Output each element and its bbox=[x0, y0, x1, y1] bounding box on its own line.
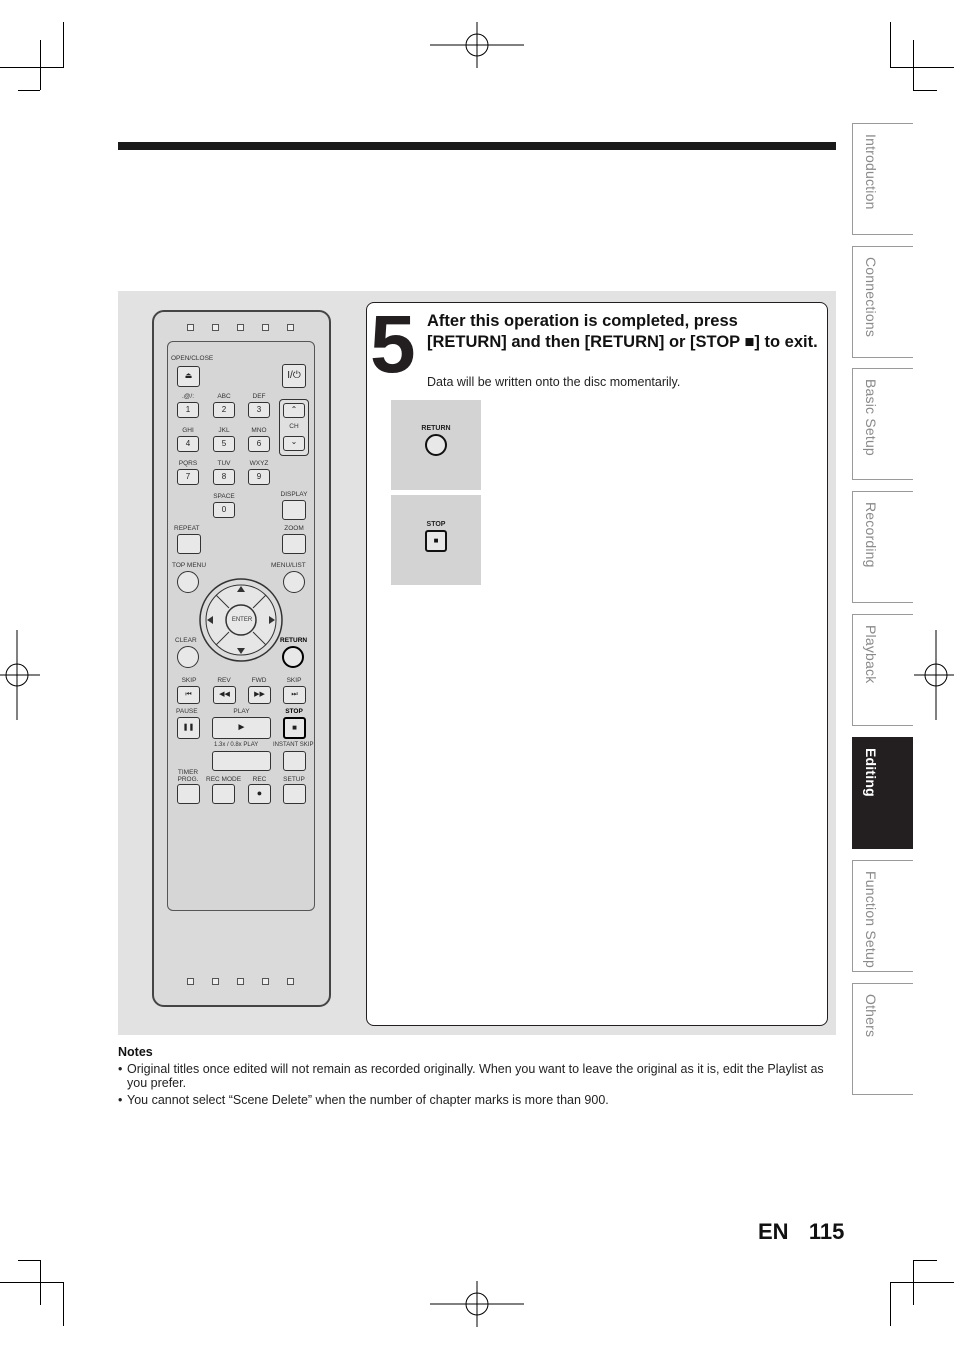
remote-indicator bbox=[237, 978, 244, 985]
page-number bbox=[758, 1219, 844, 1245]
key-label: JKL bbox=[218, 427, 230, 434]
stop-button-illustration bbox=[391, 495, 481, 585]
key-8: 8 bbox=[213, 469, 235, 485]
tab-label: Recording bbox=[863, 502, 879, 568]
key-5: 5 bbox=[213, 436, 235, 452]
key-6: 6 bbox=[248, 436, 270, 452]
tab-recording[interactable] bbox=[852, 491, 913, 603]
skip-back-label: SKIP bbox=[181, 677, 197, 684]
clear-label: CLEAR bbox=[175, 637, 197, 644]
key-1: 1 bbox=[177, 402, 199, 418]
stop-label: STOP bbox=[285, 708, 303, 715]
crop-mark bbox=[63, 1282, 64, 1326]
step-number: 5 bbox=[370, 299, 413, 390]
tab-editing[interactable] bbox=[852, 737, 913, 849]
key-4: 4 bbox=[177, 436, 199, 452]
top-menu-label: TOP MENU bbox=[172, 562, 207, 569]
rec-mode-label: REC MODE bbox=[206, 776, 242, 783]
zoom-button bbox=[282, 534, 306, 554]
bullet-icon: • bbox=[118, 1062, 123, 1076]
tab-introduction[interactable] bbox=[852, 123, 913, 235]
instant-skip-label: INSTANT SKIP bbox=[273, 742, 314, 748]
key-label: ABC bbox=[217, 393, 231, 400]
repeat-label: REPEAT bbox=[174, 525, 200, 532]
crop-mark bbox=[890, 67, 954, 68]
header-rule bbox=[118, 142, 836, 150]
page-lang: EN bbox=[758, 1219, 789, 1244]
crop-mark bbox=[890, 1282, 891, 1326]
registration-mark-bottom bbox=[430, 1281, 524, 1327]
note-item bbox=[118, 1093, 838, 1107]
key-label: DEF bbox=[252, 393, 266, 400]
record-icon: ● bbox=[248, 784, 271, 804]
play-label: PLAY bbox=[233, 708, 250, 715]
crop-mark bbox=[890, 1282, 954, 1283]
key-label: PQRS bbox=[178, 460, 198, 467]
pause-icon: ❚❚ bbox=[177, 717, 200, 739]
zoom-label: ZOOM bbox=[284, 525, 304, 532]
tab-label: Introduction bbox=[863, 134, 879, 210]
crop-mark bbox=[890, 22, 891, 68]
note-item bbox=[118, 1062, 838, 1090]
remote-indicator bbox=[262, 324, 269, 331]
open-close-button: ⏏ bbox=[177, 366, 200, 387]
step-description: Data will be written onto the disc momentarily. bbox=[427, 375, 681, 389]
remote-indicator bbox=[212, 978, 219, 985]
crop-mark bbox=[0, 1282, 64, 1283]
skip-back-icon: ⏮ bbox=[177, 686, 200, 704]
ch-label: CH bbox=[289, 423, 299, 430]
remote-indicator bbox=[187, 324, 194, 331]
key-label: WXYZ bbox=[249, 460, 269, 467]
tab-label: Function Setup bbox=[863, 871, 879, 968]
stop-button-label: STOP bbox=[426, 521, 446, 528]
repeat-button bbox=[177, 534, 201, 554]
slow-play-button bbox=[212, 751, 271, 771]
remote-indicator bbox=[212, 324, 219, 331]
rev-label: REV bbox=[217, 677, 231, 684]
tab-connections[interactable] bbox=[852, 246, 913, 358]
remote-indicator bbox=[187, 978, 194, 985]
display-label: DISPLAY bbox=[280, 491, 308, 498]
timer-prog-label: TIMER PROG. bbox=[177, 769, 199, 783]
key-2: 2 bbox=[213, 402, 235, 418]
crop-mark bbox=[40, 40, 41, 90]
crop-mark bbox=[63, 22, 64, 68]
return-button bbox=[282, 646, 304, 668]
tab-function-setup[interactable] bbox=[852, 860, 913, 972]
skip-forward-icon: ⏭ bbox=[283, 686, 306, 704]
tab-others[interactable] bbox=[852, 983, 913, 1095]
crop-mark bbox=[913, 40, 914, 90]
bullet-icon: • bbox=[118, 1093, 123, 1107]
return-button-illustration bbox=[391, 400, 481, 490]
page-num: 115 bbox=[808, 1219, 845, 1244]
key-3: 3 bbox=[248, 402, 270, 418]
remote-indicator bbox=[287, 978, 294, 985]
chevron-down-icon: ⌄ bbox=[283, 436, 305, 451]
rec-mode-button bbox=[212, 784, 235, 804]
display-button bbox=[282, 500, 306, 520]
notes-title: Notes bbox=[118, 1045, 153, 1059]
tab-playback[interactable] bbox=[852, 614, 913, 726]
registration-mark-top bbox=[430, 22, 524, 68]
return-circle-icon bbox=[425, 434, 447, 456]
timer-prog-button bbox=[177, 784, 200, 804]
tab-basic-setup[interactable] bbox=[852, 368, 913, 480]
open-close-label: OPEN/CLOSE bbox=[171, 355, 214, 362]
tab-label: Connections bbox=[863, 257, 879, 338]
key-7: 7 bbox=[177, 469, 199, 485]
clear-button bbox=[177, 646, 199, 668]
crop-mark bbox=[913, 1260, 937, 1261]
fwd-label: FWD bbox=[251, 677, 267, 684]
remote-indicator bbox=[287, 324, 294, 331]
instant-skip-button bbox=[283, 751, 306, 771]
crop-mark bbox=[913, 1260, 914, 1305]
tab-label: Editing bbox=[863, 748, 879, 797]
step-title: After this operation is completed, press [RETURN] and then [RETURN] or [STOP ■] to exit. bbox=[427, 312, 818, 351]
skip-fwd-label: SKIP bbox=[286, 677, 302, 684]
tab-label: Basic Setup bbox=[863, 379, 879, 456]
pause-label: PAUSE bbox=[176, 708, 198, 715]
key-0: 0 bbox=[213, 502, 235, 518]
slow-play-label: 1.3x / 0.8x PLAY bbox=[214, 742, 259, 748]
crop-mark bbox=[0, 67, 64, 68]
crop-mark bbox=[18, 1260, 40, 1261]
key-label: TUV bbox=[217, 460, 231, 467]
setup-label: SETUP bbox=[283, 776, 305, 783]
tab-label: Others bbox=[863, 994, 879, 1038]
chevron-up-icon: ⌃ bbox=[283, 403, 305, 418]
menu-list-label: MENU/LIST bbox=[271, 562, 306, 569]
crop-mark bbox=[18, 90, 40, 91]
rec-label: REC bbox=[252, 776, 267, 783]
stop-square-icon: ■ bbox=[425, 530, 447, 552]
fast-forward-icon: ▶▶ bbox=[248, 686, 271, 704]
registration-mark-right bbox=[914, 630, 954, 720]
crop-mark bbox=[913, 90, 937, 91]
note-text: Original titles once edited will not remain as recorded originally. When you want to leave the original as it is, edit the Playlist as you prefer. bbox=[127, 1062, 824, 1090]
key-label: SPACE bbox=[213, 493, 235, 500]
rewind-icon: ◀◀ bbox=[213, 686, 236, 704]
return-label: RETURN bbox=[280, 637, 308, 644]
menu-list-button bbox=[283, 571, 305, 593]
stop-icon: ■ bbox=[283, 717, 306, 739]
registration-mark-left bbox=[0, 630, 40, 720]
return-button-label: RETURN bbox=[421, 425, 451, 432]
enter-label: ENTER bbox=[231, 617, 253, 623]
key-label: .@/: bbox=[181, 393, 195, 400]
remote-indicator bbox=[262, 978, 269, 985]
tab-label: Playback bbox=[863, 625, 879, 684]
key-9: 9 bbox=[248, 469, 270, 485]
setup-button bbox=[283, 784, 306, 804]
note-text: You cannot select “Scene Delete” when the number of chapter marks is more than 900. bbox=[127, 1093, 609, 1107]
remote-indicator bbox=[237, 324, 244, 331]
top-menu-button bbox=[177, 571, 199, 593]
key-label: MNO bbox=[251, 427, 267, 434]
crop-mark bbox=[40, 1260, 41, 1305]
play-icon: ► bbox=[212, 717, 271, 739]
key-label: GHI bbox=[182, 427, 194, 434]
power-button: I/⏻ bbox=[282, 364, 306, 388]
